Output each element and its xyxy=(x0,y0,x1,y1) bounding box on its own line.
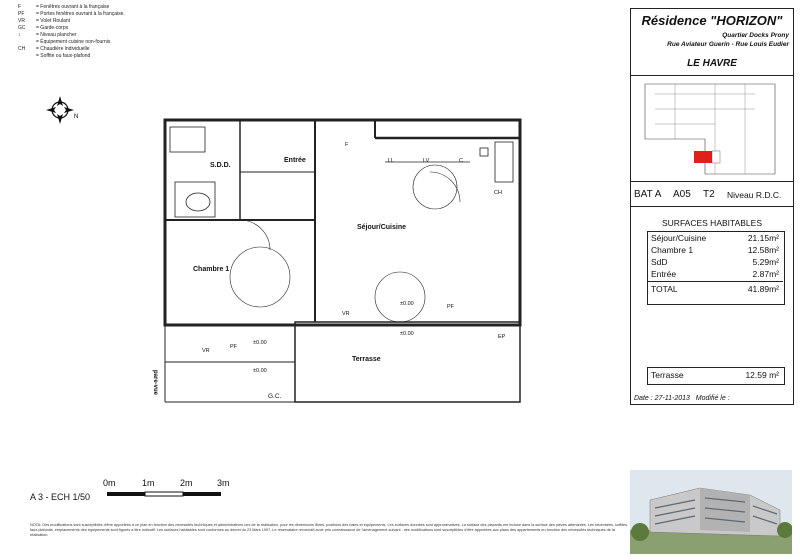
label-ep: EP xyxy=(498,334,506,340)
title-block xyxy=(630,8,794,405)
label-lv: LV xyxy=(423,158,430,164)
room-terrasse: Terrasse xyxy=(352,356,381,363)
label-ll: LL xyxy=(388,158,395,164)
label-pare-vue: pare-vue xyxy=(152,370,158,396)
site-plan xyxy=(635,79,789,181)
footer-note: NOTA: Des modifications sont susceptibles d'être apportées à ce plan en fonction des nécessités techniques et administratives lors de la réalisation, pour les dimensions libres, positions des baies et équipements. Les surfaces données sont approximatives. La surface des placards est incluse dans la surface des pièces attenantes. Les retombées, soffites, faux-plafonds, emplacements des équipements sont figurés à titre indicatif. Les surfaces habitables sont conformes au décret du 23 Mars 1997. Le réservataire reconnaît avoir pris connaissance de l'aménagement suivant : des modifications sont susceptibles d'être apportées aux plans des appartements en fonction des nécessités techniques de la réalisation. xyxy=(30,523,629,537)
legend-row: ↕ = Niveau plancher xyxy=(18,32,77,38)
legend-row: VR = Volet Roulant xyxy=(18,18,71,24)
label-pf: PF xyxy=(447,304,455,310)
svg-text:N: N xyxy=(74,114,79,120)
room-chambre: Chambre 1 xyxy=(193,266,230,273)
lot-building: BAT A xyxy=(634,189,662,200)
residence-quarter: Quartier Docks Prony xyxy=(722,32,789,39)
legend-row: GC = Garde-corps xyxy=(18,25,69,31)
level-marker: ±0.00 xyxy=(253,368,267,374)
scale-tick: 1m xyxy=(142,478,155,488)
lot-level: Niveau R.D.C. xyxy=(727,190,782,200)
legend-row: = Soffite ou faux-plafond xyxy=(36,53,91,59)
legend-row: = Équipement cuisine non-fournis xyxy=(36,39,111,45)
room-sdd: S.D.D. xyxy=(210,162,231,169)
label-c: C xyxy=(459,158,463,164)
scale-tick: 3m xyxy=(217,478,230,488)
legend-row: PF = Portes fenêtres ouvrant à la française. xyxy=(18,11,125,17)
scale-label: A 3 - ECH 1/50 xyxy=(30,492,91,502)
residence-city: LE HAVRE xyxy=(687,58,737,69)
divider xyxy=(631,181,793,182)
compass-icon xyxy=(40,92,82,128)
surface-terrace: Terrasse 12.59 m² xyxy=(651,370,779,380)
surface-row: Entrée 2.87m² xyxy=(651,269,779,279)
floor-plan xyxy=(150,112,530,412)
label-vr: VR xyxy=(202,348,210,354)
residence-title: Résidence "HORIZON" xyxy=(641,13,783,28)
surface-row: SdD 5.29m² xyxy=(651,257,779,267)
level-marker: ±0.00 xyxy=(400,301,414,307)
label-vr: VR xyxy=(342,311,350,317)
scale-tick: 0m xyxy=(103,478,116,488)
divider xyxy=(647,281,783,282)
building-render-image xyxy=(630,470,792,554)
scale-tick: 2m xyxy=(180,478,193,488)
label-f: F xyxy=(345,142,349,148)
surface-row: Séjour/Cuisine 21.15m² xyxy=(651,233,779,243)
level-marker: ±0.00 xyxy=(253,340,267,346)
lot-type: T2 xyxy=(703,189,715,200)
surface-row: Chambre 1 12.58m² xyxy=(651,245,779,255)
residence-streets: Rue Aviateur Guerin - Rue Louis Eudier xyxy=(667,41,789,48)
legend-row: F = Fenêtres ouvrant à la française xyxy=(18,4,110,10)
divider xyxy=(631,75,793,76)
lot-number: A05 xyxy=(673,189,691,200)
date-line: Date : 27-11-2013 Modifié le : xyxy=(634,395,730,402)
room-sejour: Séjour/Cuisine xyxy=(357,224,407,231)
surfaces-heading: SURFACES HABITABLES xyxy=(662,218,762,228)
divider xyxy=(631,206,793,207)
legend xyxy=(18,4,125,60)
surface-total: TOTAL 41.89m² xyxy=(651,284,779,294)
label-gc: G.C. xyxy=(268,393,282,400)
label-ch: CH xyxy=(494,190,502,196)
room-entree: Entrée xyxy=(284,157,306,164)
level-marker: ±0.00 xyxy=(400,331,414,337)
legend-row: CH = Chaudière individuelle xyxy=(18,46,90,52)
scale-bar xyxy=(106,490,228,498)
label-pf: PF xyxy=(230,344,238,350)
